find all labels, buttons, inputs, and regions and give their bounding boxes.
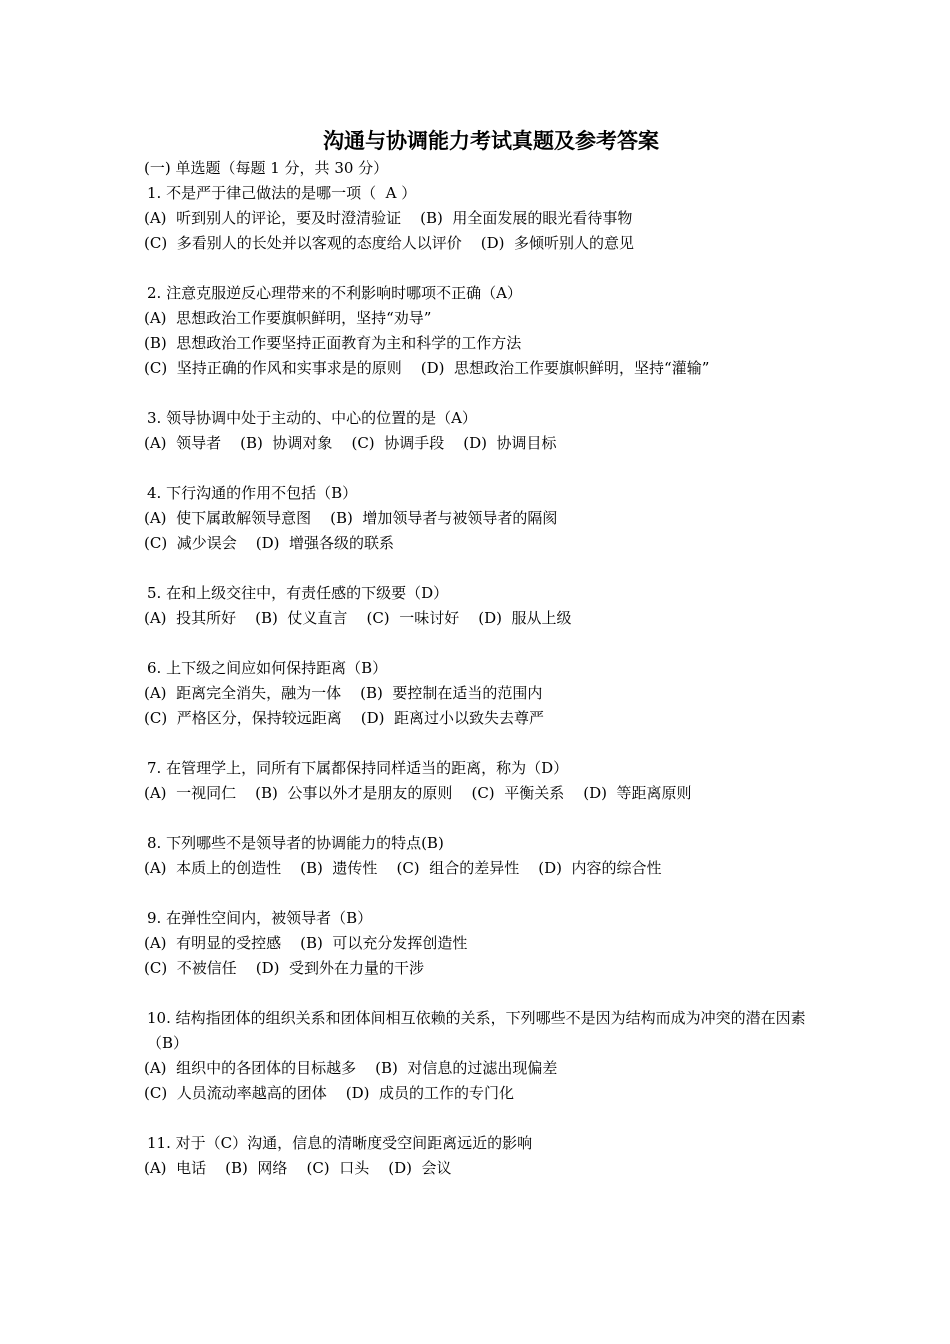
spacer bbox=[144, 556, 824, 581]
question-8 bbox=[144, 831, 824, 881]
question-options: (C) 不被信任 (D) 受到外在力量的干涉 bbox=[144, 959, 425, 977]
question-options: (A) 领导者 (B) 协调对象 (C) 协调手段 (D) 协调目标 bbox=[144, 434, 557, 452]
question-11 bbox=[144, 1131, 824, 1181]
question-options: (B) 思想政治工作要坚持正面教育为主和科学的工作方法 bbox=[144, 334, 522, 352]
question-stem: 4. 下行沟通的作用不包括（B） bbox=[147, 484, 358, 502]
spacer bbox=[144, 631, 824, 656]
question-options: (C) 多看别人的长处并以客观的态度给人以评价 (D) 多倾听别人的意见 bbox=[144, 234, 635, 252]
question-options: (C) 严格区分，保持较远距离 (D) 距离过小以致失去尊严 bbox=[144, 709, 545, 727]
spacer bbox=[144, 881, 824, 906]
question-9 bbox=[144, 906, 824, 981]
question-6 bbox=[144, 656, 824, 731]
question-options: (A) 本质上的创造性 (B) 遗传性 (C) 组合的差异性 (D) 内容的综合性 bbox=[144, 859, 662, 877]
question-1 bbox=[144, 181, 824, 256]
question-options: (A) 听到别人的评论，要及时澄清验证 (B) 用全面发展的眼光看待事物 bbox=[144, 209, 633, 227]
spacer bbox=[144, 806, 824, 831]
question-10 bbox=[144, 1006, 824, 1106]
question-options: (A) 投其所好 (B) 仗义直言 (C) 一味讨好 (D) 服从上级 bbox=[144, 609, 572, 627]
question-options: (A) 一视同仁 (B) 公事以外才是朋友的原则 (C) 平衡关系 (D) 等距离原则 bbox=[144, 784, 692, 802]
question-options: (C) 减少误会 (D) 增强各级的联系 bbox=[144, 534, 395, 552]
question-stem: 10. 结构指团体的组织关系和团体间相互依赖的关系，下列哪些不是因为结构而成为冲突的潜在因素（B） bbox=[147, 1009, 806, 1052]
question-stem: 1. 不是严于律己做法的是哪一项（ A ） bbox=[147, 184, 417, 202]
spacer bbox=[144, 981, 824, 1006]
question-stem: 2. 注意克服逆反心理带来的不利影响时哪项不正确（A） bbox=[147, 284, 522, 302]
question-options: (A) 距离完全消失，融为一体 (B) 要控制在适当的范围内 bbox=[144, 684, 543, 702]
question-stem: 8. 下列哪些不是领导者的协调能力的特点(B) bbox=[147, 834, 444, 852]
question-stem: 7. 在管理学上，同所有下属都保持同样适当的距离，称为（D） bbox=[147, 759, 569, 777]
question-options: (A) 有明显的受控感 (B) 可以充分发挥创造性 bbox=[144, 934, 468, 952]
section-header: (一) 单选题（每题 1 分，共 30 分） bbox=[144, 159, 389, 177]
spacer bbox=[144, 731, 824, 756]
question-4 bbox=[144, 481, 824, 556]
spacer bbox=[144, 256, 824, 281]
question-stem: 5. 在和上级交往中，有责任感的下级要（D） bbox=[147, 584, 449, 602]
question-options: (A) 使下属敢解领导意图 (B) 增加领导者与被领导者的隔阂 bbox=[144, 509, 558, 527]
spacer bbox=[144, 381, 824, 406]
spacer bbox=[144, 1106, 824, 1131]
question-3 bbox=[144, 406, 824, 456]
question-options: (A) 组织中的各团体的目标越多 (B) 对信息的过滤出现偏差 bbox=[144, 1059, 558, 1077]
question-options: (C) 坚持正确的作风和实事求是的原则 (D) 思想政治工作要旗帜鲜明，坚持“灌输” bbox=[144, 359, 710, 377]
document-title: 沟通与协调能力考试真题及参考答案 bbox=[323, 128, 659, 153]
question-2 bbox=[144, 281, 824, 381]
question-stem: 11. 对于（C）沟通，信息的清晰度受空间距离远近的影响 bbox=[147, 1134, 533, 1152]
document-page bbox=[144, 126, 824, 1181]
question-stem: 9. 在弹性空间内，被领导者（B） bbox=[147, 909, 373, 927]
spacer bbox=[144, 456, 824, 481]
question-7 bbox=[144, 756, 824, 806]
question-options: (A) 电话 (B) 网络 (C) 口头 (D) 会议 bbox=[144, 1159, 452, 1177]
question-stem: 6. 上下级之间应如何保持距离（B） bbox=[147, 659, 388, 677]
question-options: (C) 人员流动率越高的团体 (D) 成员的工作的专门化 bbox=[144, 1084, 515, 1102]
question-5 bbox=[144, 581, 824, 631]
question-options: (A) 思想政治工作要旗帜鲜明，坚持“劝导” bbox=[144, 309, 432, 327]
question-stem: 3. 领导协调中处于主动的、中心的位置的是（A） bbox=[147, 409, 477, 427]
